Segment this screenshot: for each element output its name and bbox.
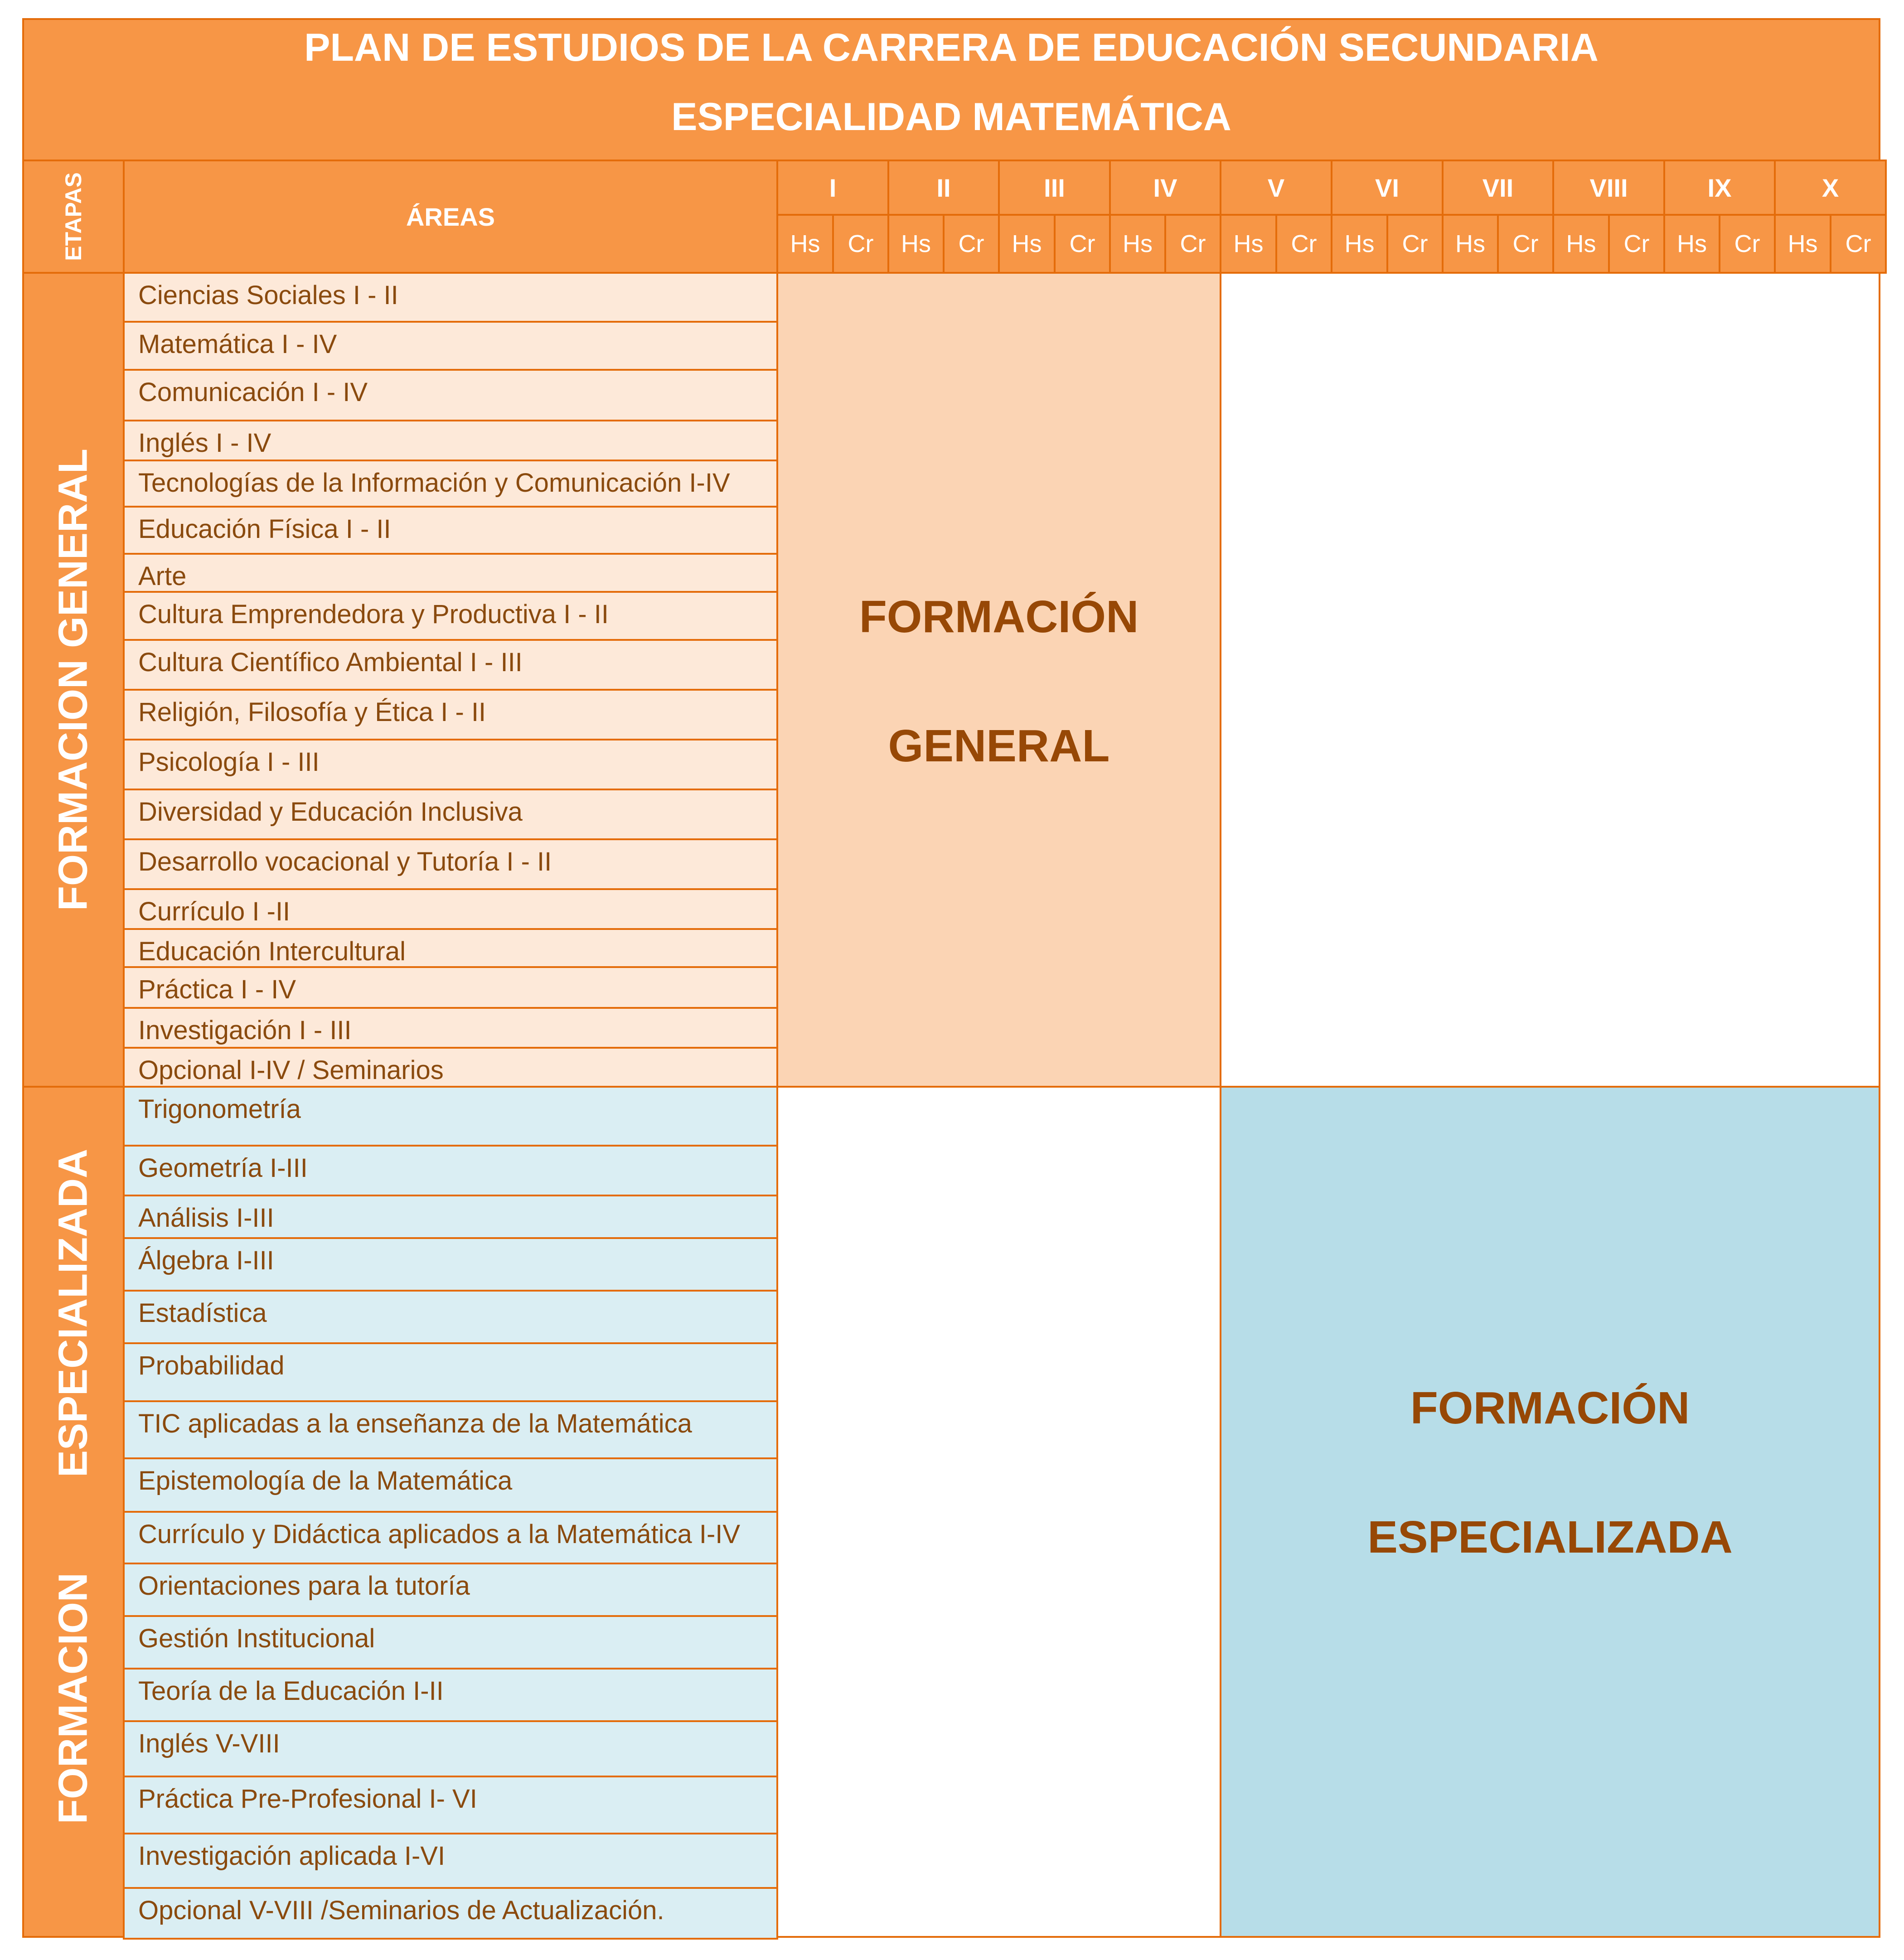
area-row: Diversidad y Educación Inclusiva [123,789,778,840]
general-block-line2: GENERAL [888,721,1110,771]
semester-header: VIII [1552,160,1665,216]
hours-subheader: Hs [1331,214,1388,274]
area-row: Trigonometría [123,1086,778,1147]
area-row: Práctica I - IV [123,966,778,1009]
hours-subheader: Hs [1109,214,1166,274]
specialized-semesters-block [1220,1086,1880,1938]
credits-subheader: Cr [832,214,889,274]
area-row: Tecnologías de la Información y Comunicación I-IV [123,460,778,508]
area-row: Inglés I - IV [123,420,778,461]
credits-subheader: Cr [1164,214,1221,274]
area-row: Arte [123,553,778,593]
credits-subheader: Cr [1830,214,1887,274]
area-row: Educación Física I - II [123,506,778,555]
semester-header: I [776,160,889,216]
area-row: Cultura Científico Ambiental I - III [123,639,778,691]
hours-subheader: Hs [1442,214,1499,274]
semester-header: III [998,160,1111,216]
area-row: Desarrollo vocacional y Tutoría I - II [123,838,778,890]
credits-subheader: Cr [1608,214,1665,274]
semester-header: IX [1663,160,1776,216]
credits-subheader: Cr [943,214,1000,274]
area-row: Investigación I - III [123,1007,778,1049]
area-row: Psicología I - III [123,739,778,790]
hours-subheader: Hs [1552,214,1610,274]
area-row: Epistemología de la Matemática [123,1457,778,1513]
etapas-label: ETAPAS [61,172,86,261]
hours-subheader: Hs [1774,214,1831,274]
area-row: Cultura Emprendedora y Productiva I - II [123,591,778,641]
semester-header: V [1220,160,1332,216]
semester-header: X [1774,160,1887,216]
area-row: Matemática I - IV [123,321,778,371]
hours-subheader: Hs [887,214,945,274]
credits-subheader: Cr [1386,214,1444,274]
area-row: Investigación aplicada I-VI [123,1833,778,1889]
area-row: Currículo I -II [123,888,778,930]
area-row: Opcional I-IV / Seminarios [123,1047,778,1088]
area-row: Geometría I-III [123,1145,778,1196]
area-row: Educación Intercultural [123,928,778,968]
area-row: Religión, Filosofía y Ética I - II [123,689,778,740]
area-row: Probabilidad [123,1342,778,1402]
areas-header: ÁREAS [123,160,778,274]
area-row: TIC aplicadas a la enseñanza de la Matemática [123,1400,778,1459]
plan-title: PLAN DE ESTUDIOS DE LA CARRERA DE EDUCACIÓN SECUNDARIA [304,26,1599,69]
area-row: Práctica Pre-Profesional I- VI [123,1776,778,1834]
area-row: Análisis I-III [123,1195,778,1239]
area-row: Orientaciones para la tutoría [123,1563,778,1617]
semester-header: II [887,160,1000,216]
area-row: Estadística [123,1290,778,1344]
hours-subheader: Hs [776,214,834,274]
area-row: Inglés V-VIII [123,1720,778,1777]
stage-formacion-general [22,272,125,1088]
specialized-block-line1: FORMACIÓN [1410,1383,1690,1433]
credits-subheader: Cr [1497,214,1554,274]
stage-general-label: FORMACION GENERAL [50,449,96,911]
semester-header: VI [1331,160,1444,216]
stage-especializada-word-2: ESPECIALIZADA [50,1148,96,1477]
area-row: Gestión Institucional [123,1615,778,1670]
hours-subheader: Hs [1663,214,1720,274]
general-empty-block [1220,272,1880,1088]
area-row: Opcional V-VIII /Seminarios de Actualización. [123,1887,778,1940]
semester-header: VII [1442,160,1554,216]
area-row: Currículo y Didáctica aplicados a la Matemática I-IV [123,1511,778,1564]
specialized-block-line2: ESPECIALIZADA [1367,1512,1733,1563]
hours-subheader: Hs [1220,214,1277,274]
title-bar [22,18,1880,161]
specialized-empty-block [776,1086,1221,1938]
area-row: Álgebra I-III [123,1237,778,1292]
hours-subheader: Hs [998,214,1056,274]
specialty-title: ESPECIALIDAD MATEMÁTICA [671,95,1231,139]
area-row: Ciencias Sociales I - II [123,272,778,323]
stage-formacion-especializada [22,1086,125,1938]
area-row: Comunicación I - IV [123,369,778,421]
credits-subheader: Cr [1054,214,1111,274]
credits-subheader: Cr [1719,214,1776,274]
stage-especializada-word-1: FORMACION [50,1572,96,1824]
stage-especializada-label-wrap [50,1149,97,1824]
etapas-header [22,160,125,274]
credits-subheader: Cr [1275,214,1332,274]
general-block-line1: FORMACIÓN [859,591,1139,642]
area-row: Teoría de la Educación I-II [123,1668,778,1722]
semester-header: IV [1109,160,1221,216]
general-semesters-block [776,272,1221,1088]
